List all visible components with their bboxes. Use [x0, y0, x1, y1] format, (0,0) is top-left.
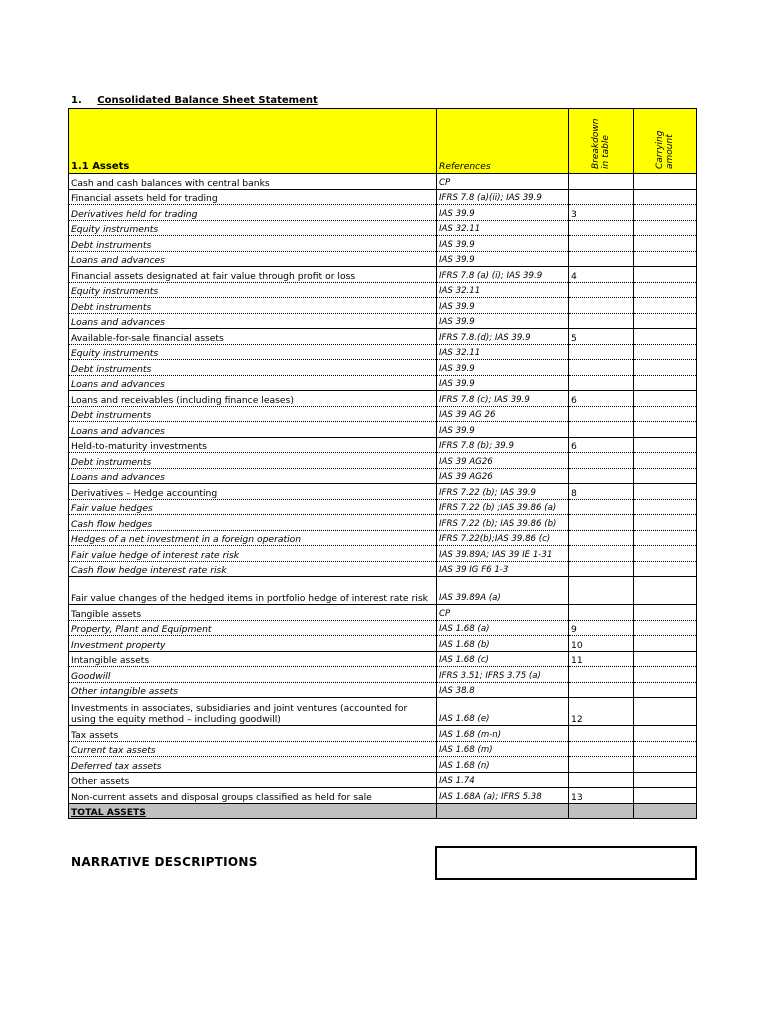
breakdown-cell — [569, 741, 634, 757]
section-heading — [71, 95, 318, 106]
total-carrying-amount-cell[interactable] — [634, 803, 697, 819]
carrying-amount-cell[interactable] — [634, 605, 697, 621]
carrying-amount-cell[interactable] — [634, 344, 697, 360]
asset-label: Cash flow hedge interest rate risk — [69, 561, 437, 577]
breakdown-header-line2: in table — [601, 135, 611, 169]
asset-label: Available-for-sale financial assets — [69, 329, 437, 345]
asset-label: Deferred tax assets — [69, 757, 437, 773]
total-assets-label: TOTAL ASSETS — [69, 803, 437, 819]
breakdown-cell — [569, 605, 634, 621]
carrying-amount-cell[interactable] — [634, 360, 697, 376]
asset-label: Debt instruments — [69, 298, 437, 314]
breakdown-cell — [569, 499, 634, 515]
reference-cell: IFRS 3.51; IFRS 3.75 (a) — [437, 667, 569, 683]
table-row — [69, 515, 697, 531]
breakdown-header — [569, 109, 634, 174]
table-row — [69, 282, 697, 298]
reference-cell: IAS 39.89A; IAS 39 IE 1-31 — [437, 546, 569, 562]
breakdown-cell: 3 — [569, 205, 634, 221]
reference-cell: IAS 1.68 (c) — [437, 651, 569, 667]
reference-cell: CP — [437, 174, 569, 190]
carrying-amount-cell[interactable] — [634, 667, 697, 683]
reference-cell: IAS 39.9 — [437, 298, 569, 314]
reference-cell: IFRS 7.22 (b); IAS 39.86 (b) — [437, 515, 569, 531]
breakdown-cell — [569, 236, 634, 252]
carrying-amount-cell[interactable] — [634, 205, 697, 221]
reference-cell: IFRS 7.8 (a)(ii); IAS 39.9 — [437, 189, 569, 205]
table-row — [69, 329, 697, 345]
breakdown-cell: 11 — [569, 651, 634, 667]
asset-label: Loans and advances — [69, 422, 437, 438]
carrying-amount-cell[interactable] — [634, 453, 697, 469]
asset-label: Debt instruments — [69, 360, 437, 376]
reference-cell: IAS 39.9 — [437, 313, 569, 329]
table-row — [69, 484, 697, 500]
asset-label: Derivatives – Hedge accounting — [69, 484, 437, 500]
reference-cell: IAS 1.68 (b) — [437, 636, 569, 652]
breakdown-cell — [569, 757, 634, 773]
table-row — [69, 174, 697, 190]
asset-label: Cash flow hedges — [69, 515, 437, 531]
carrying-amount-cell[interactable] — [634, 620, 697, 636]
carrying-amount-cell[interactable] — [634, 437, 697, 453]
asset-label: Fair value hedges — [69, 499, 437, 515]
reference-cell: IAS 39 AG26 — [437, 468, 569, 484]
reference-cell: IFRS 7.22(b);IAS 39.86 (c) — [437, 530, 569, 546]
reference-cell: IFRS 7.8 (a) (i); IAS 39.9 — [437, 267, 569, 283]
breakdown-cell — [569, 422, 634, 438]
breakdown-cell — [569, 726, 634, 742]
table-row — [69, 577, 697, 605]
carrying-amount-cell[interactable] — [634, 515, 697, 531]
reference-cell: IAS 39.9 — [437, 236, 569, 252]
asset-label: Cash and cash balances with central banks — [69, 174, 437, 190]
reference-cell: IAS 39.89A (a) — [437, 577, 569, 605]
asset-label: Other assets — [69, 772, 437, 788]
table-row — [69, 741, 697, 757]
carrying-amount-cell[interactable] — [634, 236, 697, 252]
reference-cell: IAS 39.9 — [437, 360, 569, 376]
carrying-amount-cell[interactable] — [634, 561, 697, 577]
breakdown-cell — [569, 282, 634, 298]
carrying-amount-cell[interactable] — [634, 741, 697, 757]
breakdown-cell — [569, 772, 634, 788]
table-row — [69, 757, 697, 773]
table-row — [69, 453, 697, 469]
table-row — [69, 406, 697, 422]
breakdown-cell — [569, 174, 634, 190]
table-row — [69, 788, 697, 804]
breakdown-cell — [569, 530, 634, 546]
asset-label: Loans and advances — [69, 251, 437, 267]
carrying-amount-cell[interactable] — [634, 267, 697, 283]
asset-label: Debt instruments — [69, 236, 437, 252]
asset-label: Tangible assets — [69, 605, 437, 621]
breakdown-cell — [569, 561, 634, 577]
narrative-descriptions-label: NARRATIVE DESCRIPTIONS — [71, 855, 258, 869]
carrying-amount-cell[interactable] — [634, 698, 697, 726]
reference-cell: IFRS 7.22 (b) ;IAS 39.86 (a) — [437, 499, 569, 515]
asset-label: Equity instruments — [69, 220, 437, 236]
table-header-row — [69, 109, 697, 174]
reference-cell: IFRS 7.22 (b); IAS 39.9 — [437, 484, 569, 500]
table-row — [69, 698, 697, 726]
asset-label: Loans and advances — [69, 375, 437, 391]
asset-label: Equity instruments — [69, 344, 437, 360]
total-reference-cell — [437, 803, 569, 819]
section-number: 1. — [71, 95, 82, 106]
table-row — [69, 499, 697, 515]
breakdown-cell — [569, 360, 634, 376]
asset-label: Fair value changes of the hedged items in portfolio hedge of interest rate risk — [69, 577, 437, 605]
carrying-amount-cell[interactable] — [634, 298, 697, 314]
carrying-amount-cell[interactable] — [634, 651, 697, 667]
breakdown-cell: 8 — [569, 484, 634, 500]
carrying-amount-cell[interactable] — [634, 546, 697, 562]
carrying-amount-cell[interactable] — [634, 329, 697, 345]
reference-cell: IAS 1.68 (e) — [437, 698, 569, 726]
total-breakdown-cell — [569, 803, 634, 819]
reference-cell: CP — [437, 605, 569, 621]
table-row — [69, 682, 697, 698]
table-row — [69, 605, 697, 621]
carrying-amount-cell[interactable] — [634, 282, 697, 298]
breakdown-cell — [569, 313, 634, 329]
breakdown-cell — [569, 546, 634, 562]
carrying-amount-cell[interactable] — [634, 530, 697, 546]
breakdown-cell — [569, 577, 634, 605]
reference-cell: IAS 39.9 — [437, 422, 569, 438]
asset-label: Non-current assets and disposal groups classified as held for sale — [69, 788, 437, 804]
reference-cell: IAS 1.74 — [437, 772, 569, 788]
narrative-input-box[interactable] — [435, 846, 697, 880]
table-row — [69, 772, 697, 788]
table-row — [69, 620, 697, 636]
asset-label: Equity instruments — [69, 282, 437, 298]
reference-cell: IAS 1.68 (m) — [437, 741, 569, 757]
reference-cell: IAS 38.8 — [437, 682, 569, 698]
reference-cell: IAS 39.9 — [437, 251, 569, 267]
carrying-amount-cell[interactable] — [634, 788, 697, 804]
assets-header: 1.1 Assets — [69, 109, 437, 174]
carrying-amount-cell[interactable] — [634, 174, 697, 190]
balance-sheet-table — [68, 108, 697, 819]
reference-cell: IAS 1.68A (a); IFRS 5.38 — [437, 788, 569, 804]
table-row — [69, 468, 697, 484]
table-row — [69, 267, 697, 283]
reference-cell: IFRS 7.8.(d); IAS 39.9 — [437, 329, 569, 345]
table-row — [69, 298, 697, 314]
table-row — [69, 251, 697, 267]
asset-label: Loans and advances — [69, 468, 437, 484]
breakdown-cell: 4 — [569, 267, 634, 283]
breakdown-cell: 5 — [569, 329, 634, 345]
asset-label: Debt instruments — [69, 453, 437, 469]
table-row — [69, 375, 697, 391]
table-row — [69, 422, 697, 438]
reference-cell: IAS 32.11 — [437, 220, 569, 236]
asset-label: Held-to-maturity investments — [69, 437, 437, 453]
breakdown-cell: 9 — [569, 620, 634, 636]
carrying-amount-cell[interactable] — [634, 251, 697, 267]
table-row — [69, 561, 697, 577]
asset-label: Investments in associates, subsidiaries and joint ventures (accounted for using the equity method – including goodwill) — [69, 698, 437, 726]
carrying-amount-cell[interactable] — [634, 772, 697, 788]
table-row — [69, 651, 697, 667]
asset-label: Goodwill — [69, 667, 437, 683]
asset-label: Other intangible assets — [69, 682, 437, 698]
asset-label: Loans and advances — [69, 313, 437, 329]
breakdown-cell — [569, 682, 634, 698]
carrying-header-line2: amount — [665, 134, 675, 169]
breakdown-cell: 10 — [569, 636, 634, 652]
carrying-amount-cell[interactable] — [634, 391, 697, 407]
breakdown-cell: 6 — [569, 391, 634, 407]
table-row — [69, 530, 697, 546]
reference-cell: IFRS 7.8 (b); 39.9 — [437, 437, 569, 453]
table-row — [69, 205, 697, 221]
table-row — [69, 437, 697, 453]
asset-label: Intangible assets — [69, 651, 437, 667]
table-row — [69, 636, 697, 652]
references-header: References — [437, 109, 569, 174]
breakdown-cell: 6 — [569, 437, 634, 453]
breakdown-cell — [569, 453, 634, 469]
breakdown-cell — [569, 375, 634, 391]
table-row — [69, 344, 697, 360]
asset-label: Investment property — [69, 636, 437, 652]
table-row — [69, 391, 697, 407]
carrying-amount-cell[interactable] — [634, 636, 697, 652]
asset-label: Financial assets designated at fair value through profit or loss — [69, 267, 437, 283]
carrying-amount-cell[interactable] — [634, 757, 697, 773]
reference-cell: IFRS 7.8 (c); IAS 39.9 — [437, 391, 569, 407]
table-row — [69, 667, 697, 683]
carrying-amount-cell[interactable] — [634, 577, 697, 605]
carrying-amount-cell[interactable] — [634, 422, 697, 438]
carrying-amount-cell[interactable] — [634, 375, 697, 391]
breakdown-cell — [569, 406, 634, 422]
reference-cell: IAS 39 IG F6 1-3 — [437, 561, 569, 577]
carrying-amount-cell[interactable] — [634, 189, 697, 205]
carrying-amount-cell[interactable] — [634, 220, 697, 236]
carrying-amount-cell[interactable] — [634, 682, 697, 698]
table-row — [69, 189, 697, 205]
carrying-amount-cell[interactable] — [634, 406, 697, 422]
breakdown-cell — [569, 344, 634, 360]
carrying-amount-cell[interactable] — [634, 726, 697, 742]
breakdown-cell — [569, 298, 634, 314]
reference-cell: IAS 32.11 — [437, 282, 569, 298]
carrying-amount-cell[interactable] — [634, 484, 697, 500]
carrying-amount-cell[interactable] — [634, 468, 697, 484]
table-row — [69, 360, 697, 376]
reference-cell: IAS 1.68 (m-n) — [437, 726, 569, 742]
asset-label: Hedges of a net investment in a foreign operation — [69, 530, 437, 546]
table-row — [69, 236, 697, 252]
carrying-header-line1: Carrying — [655, 130, 665, 169]
reference-cell: IAS 39 AG 26 — [437, 406, 569, 422]
asset-label: Financial assets held for trading — [69, 189, 437, 205]
carrying-amount-cell[interactable] — [634, 313, 697, 329]
breakdown-cell — [569, 220, 634, 236]
table-row — [69, 313, 697, 329]
asset-label: Debt instruments — [69, 406, 437, 422]
breakdown-cell: 12 — [569, 698, 634, 726]
reference-cell: IAS 32.11 — [437, 344, 569, 360]
reference-cell: IAS 39.9 — [437, 375, 569, 391]
breakdown-cell — [569, 189, 634, 205]
asset-label: Loans and receivables (including finance leases) — [69, 391, 437, 407]
asset-label: Derivatives held for trading — [69, 205, 437, 221]
breakdown-cell: 13 — [569, 788, 634, 804]
asset-label: Current tax assets — [69, 741, 437, 757]
breakdown-header-line1: Breakdown — [591, 118, 601, 169]
reference-cell: IAS 1.68 (a) — [437, 620, 569, 636]
reference-cell: IAS 39.9 — [437, 205, 569, 221]
breakdown-cell — [569, 515, 634, 531]
asset-label: Fair value hedge of interest rate risk — [69, 546, 437, 562]
reference-cell: IAS 39 AG26 — [437, 453, 569, 469]
carrying-amount-header — [634, 109, 697, 174]
breakdown-cell — [569, 667, 634, 683]
carrying-amount-cell[interactable] — [634, 499, 697, 515]
breakdown-cell — [569, 468, 634, 484]
reference-cell: IAS 1.68 (n) — [437, 757, 569, 773]
total-assets-row — [69, 803, 697, 819]
breakdown-cell — [569, 251, 634, 267]
section-title: Consolidated Balance Sheet Statement — [97, 95, 318, 106]
table-row — [69, 726, 697, 742]
table-row — [69, 546, 697, 562]
table-row — [69, 220, 697, 236]
asset-label: Property, Plant and Equipment — [69, 620, 437, 636]
asset-label: Tax assets — [69, 726, 437, 742]
